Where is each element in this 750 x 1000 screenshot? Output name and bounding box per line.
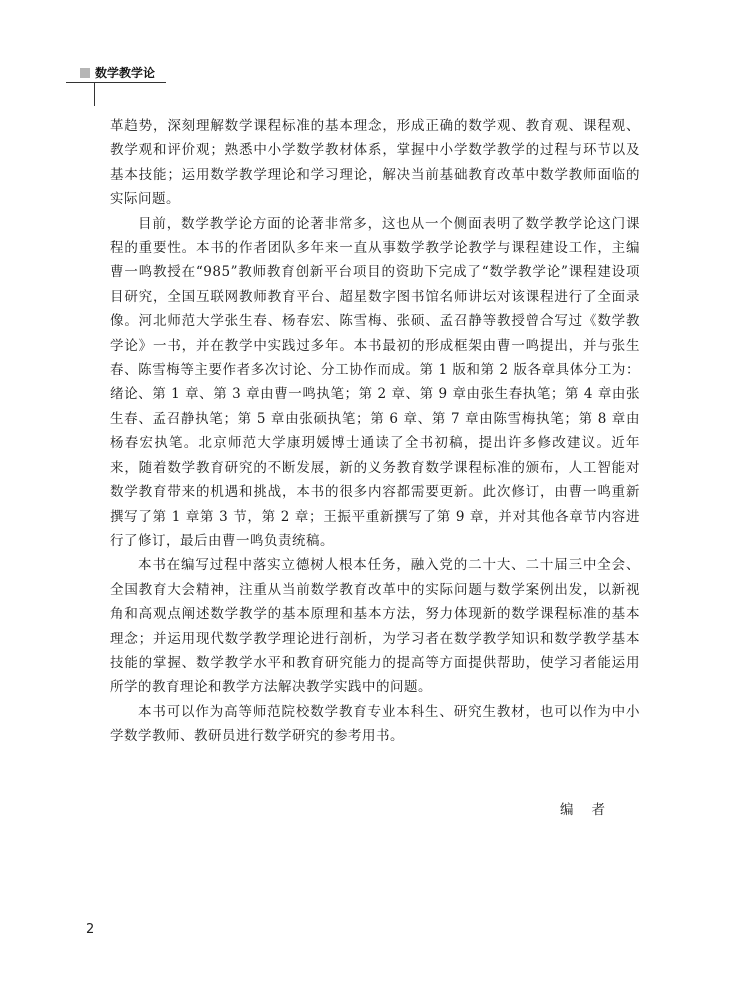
paragraph-authors: 目前，数学教学论方面的论著非常多，这也从一个侧面表明了数学教学论这门课程的重要性。本书的作者团队多年来一直从事数学教学论教学与课程建设工作，主编曹一鸣教授在“985”教师教育创新平台项目的资助下完成了“数学教学论”课程建设项目研究，全国互联网教师教育平台、超星数字图书馆名师讲坛对该课程进行了全面录像。河北师范大学张生春、杨春宏、陈雪梅、张硕、孟召静等教授曾合写过《数学教学论》一书，并在教学中实践过多年。本书最初的形成框架由曹一鸣提出，并与张生春、陈雪梅等主要作者多次讨论、分工协作而成。第 1 版和第 2 版各章具体分工为：绪论、第 1 章、第 3 章由曹一鸣执笔；第 2 章、第 9 章由张生春执笔；第 4 章由张生春、孟召静执笔；第 5 章由张硕执笔；第 6 章、第 7 章由陈雪梅执笔；第 8 章由杨春宏执笔。北京师范大学康玥媛博士通读了全书初稿，提出许多修改建议。近年来，随着数学教育研究的不断发展，新的义务教育数学课程标准的颁布，人工智能对数学教育带来的机遇和挑战，本书的很多内容都需要更新。此次修订，由曹一鸣重新撰写了第 1 章第 3 节，第 2 章；王振平重新撰写了第 9 章，并对其他各章节内容进行了修订，最后由曹一鸣负责统稿。 bbox=[110, 215, 640, 549]
paragraph-approach: 本书在编写过程中落实立德树人根本任务，融入党的二十大、二十届三中全会、全国教育大会精神，注重从当前数学教育改革中的实际问题与数学案例出发，以新视角和高观点阐述数学教学的基本原理和基本方法，努力体现新的数学课程标准的基本理念；并运用现代数学教学理论进行剖析，为学习者在数学教学知识和数学教学基本技能的掌握、数学教学水平和教育研究能力的提高等方面提供帮助，使学习者能运用所学的教育理论和教学方法解决教学实践中的问题。 bbox=[110, 557, 640, 696]
editor-signature: 编者 bbox=[560, 802, 623, 818]
paragraph-continuation: 革趋势，深刻理解数学课程标准的基本理念，形成正确的数学观、教育观、课程观、教学观和评价观；熟悉中小学数学教材体系，掌握中小学数学教学的过程与环节以及基本技能；运用数学教学理论和学习理论，解决当前基础教育改革中数学教师面临的实际问题。 bbox=[110, 118, 640, 208]
preface-body bbox=[110, 114, 640, 749]
header-square-icon bbox=[80, 68, 90, 78]
page-number: 2 bbox=[86, 922, 95, 937]
header-title: 数学教学论 bbox=[95, 66, 156, 80]
paragraph-audience: 本书可以作为高等师范院校数学教育专业本科生、研究生教材，也可以作为中小学数学教师、教研员进行数学研究的参考用书。 bbox=[110, 703, 640, 745]
running-header bbox=[66, 62, 166, 106]
header-tick bbox=[94, 82, 95, 106]
header-rule bbox=[66, 82, 166, 83]
